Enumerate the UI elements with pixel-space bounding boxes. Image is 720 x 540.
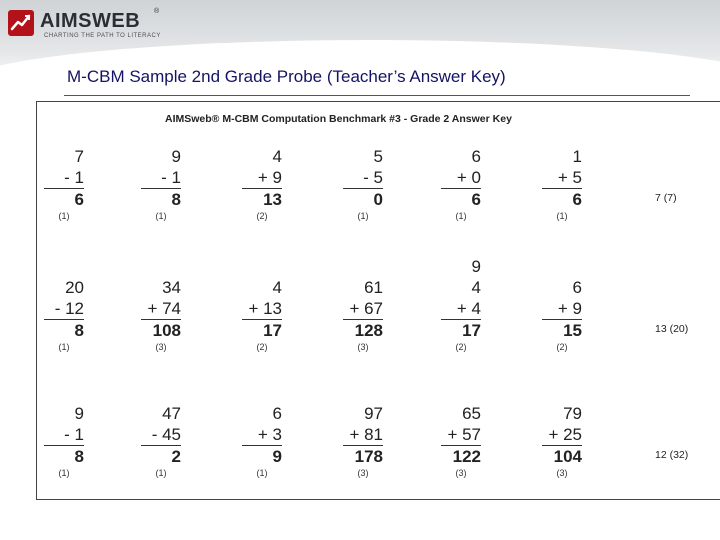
problem: [242, 146, 282, 222]
problem-operand: 4: [272, 147, 282, 166]
problem-credit: (1): [556, 211, 568, 221]
problem-credit: (1): [58, 342, 70, 352]
problem-operand: - 1: [64, 425, 84, 444]
problem-credit: (1): [357, 211, 369, 221]
slide-title: M-CBM Sample 2nd Grade Probe (Teacher’s Answer Key): [67, 67, 506, 86]
problem-answer: 17: [242, 319, 282, 341]
problem-operand: + 57: [447, 425, 481, 444]
problem-answer: 122: [441, 445, 481, 467]
problem-operand: + 67: [349, 299, 383, 318]
problem-answer: 13: [242, 188, 282, 210]
aimsweb-logo: [8, 6, 178, 40]
problem: [242, 277, 282, 353]
problem: [542, 277, 582, 353]
problem-operand: + 25: [548, 425, 582, 444]
problem-operand: 97: [364, 404, 383, 423]
problem-operand: - 1: [64, 168, 84, 187]
problem-answer: 17: [441, 319, 481, 341]
problem: [141, 146, 181, 222]
problem-operand: + 5: [557, 168, 582, 187]
problem-answer: 6: [542, 188, 582, 210]
problem-credit: (1): [58, 468, 70, 478]
problem: [441, 146, 481, 222]
row-score: 13 (20): [655, 323, 689, 335]
problem-operand: 1: [572, 147, 582, 166]
logo-mark-icon: [8, 10, 34, 36]
problem-credit: (1): [58, 211, 70, 221]
problem: [441, 256, 481, 353]
row-score: 7 (7): [655, 192, 677, 204]
logo-trademark: ®: [154, 8, 160, 15]
problem: [542, 403, 582, 479]
problem: [441, 403, 481, 479]
problem: [542, 146, 582, 222]
problem: [44, 403, 84, 479]
problem-operand: 5: [373, 147, 383, 166]
problem-operand: 7: [74, 147, 84, 166]
answer-key-title: AIMSweb® M-CBM Computation Benchmark #3 - Grade 2 Answer Key: [165, 113, 512, 125]
problem-operand: 79: [563, 404, 582, 423]
problem-answer: 8: [44, 319, 84, 341]
problem-operand: + 3: [257, 425, 282, 444]
row-score: 12 (32): [655, 449, 689, 461]
problem: [343, 277, 383, 353]
problem-answer: 0: [343, 188, 383, 210]
problem-operand: + 9: [557, 299, 582, 318]
problem-operand: + 4: [456, 299, 481, 318]
problem-credit: (1): [256, 468, 268, 478]
problem-operand: - 12: [54, 299, 84, 318]
problem: [343, 146, 383, 222]
problem-operand: + 9: [257, 168, 282, 187]
problem-operand: - 5: [363, 168, 383, 187]
problem-answer: 6: [44, 188, 84, 210]
problem-credit: (1): [155, 211, 167, 221]
problem-credit: (3): [455, 468, 467, 478]
problem-answer: 9: [242, 445, 282, 467]
problem-operand: 6: [471, 147, 481, 166]
problem: [242, 403, 282, 479]
problem-operand: 34: [162, 278, 181, 297]
problem-operand: + 0: [456, 168, 481, 187]
problem-answer: 15: [542, 319, 582, 341]
problem-credit: (2): [455, 342, 467, 352]
problem-answer: 128: [343, 319, 383, 341]
problem: [141, 403, 181, 479]
problem-credit: (1): [455, 211, 467, 221]
problem-credit: (2): [256, 342, 268, 352]
problem-answer: 104: [542, 445, 582, 467]
problem-operand: 47: [162, 404, 181, 423]
problem-operand: 20: [65, 278, 84, 297]
problem-operand: 61: [364, 278, 383, 297]
problem-operand: 9: [74, 404, 84, 423]
problem-credit: (1): [155, 468, 167, 478]
problem-operand: 9: [471, 257, 481, 276]
problem-operand: + 74: [147, 299, 181, 318]
problem-operand: - 45: [151, 425, 181, 444]
problem-credit: (2): [556, 342, 568, 352]
problem-answer: 178: [343, 445, 383, 467]
problem-credit: (3): [556, 468, 568, 478]
problem: [343, 403, 383, 479]
problem-credit: (3): [155, 342, 167, 352]
problem: [44, 277, 84, 353]
title-rule: [64, 95, 690, 96]
problem-answer: 6: [441, 188, 481, 210]
problem-operand: + 81: [349, 425, 383, 444]
problem-answer: 108: [141, 319, 181, 341]
problem-operand: 4: [272, 278, 282, 297]
problem-operand: 4: [471, 278, 481, 297]
problem: [44, 146, 84, 222]
problem-credit: (2): [256, 211, 268, 221]
problem-operand: 6: [272, 404, 282, 423]
problem-operand: - 1: [161, 168, 181, 187]
problem-credit: (3): [357, 342, 369, 352]
problem-operand: 65: [462, 404, 481, 423]
problem-operand: 9: [171, 147, 181, 166]
answer-key-sheet: [36, 101, 720, 500]
logo-tagline: CHARTING THE PATH TO LITERACY: [44, 33, 161, 39]
problem-answer: 8: [44, 445, 84, 467]
logo-brand: AIMSWEB: [40, 10, 141, 32]
problem-answer: 2: [141, 445, 181, 467]
problem-answer: 8: [141, 188, 181, 210]
problem-operand: 6: [572, 278, 582, 297]
problem-credit: (3): [357, 468, 369, 478]
problem-operand: + 13: [248, 299, 282, 318]
problem: [141, 277, 181, 353]
